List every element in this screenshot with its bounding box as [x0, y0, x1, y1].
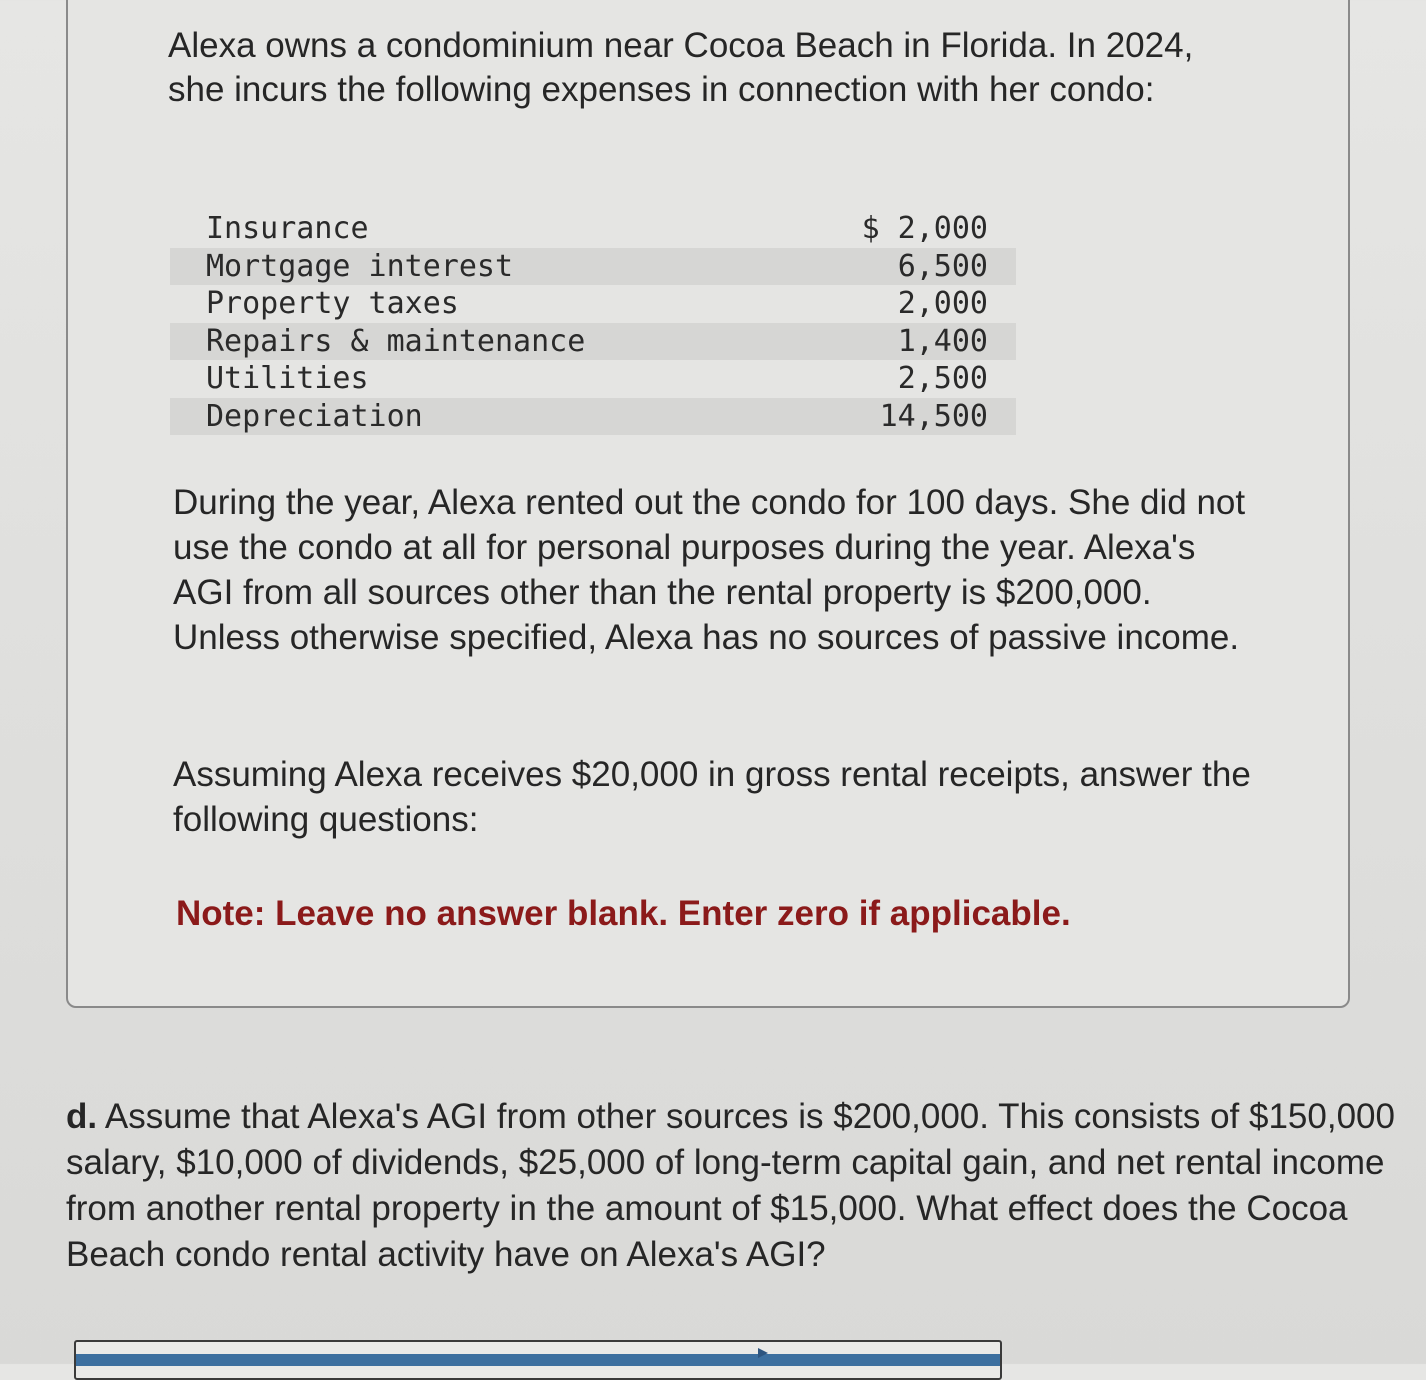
expense-label: Utilities — [206, 361, 369, 397]
expense-amount: 6,500 — [787, 248, 1016, 286]
expense-amount: 14,500 — [787, 398, 1016, 436]
dropdown-arrow-icon — [758, 1348, 768, 1358]
expense-table — [170, 210, 1016, 435]
expense-amount: $ 2,000 — [861, 211, 988, 247]
expense-amount: 2,000 — [897, 286, 988, 322]
table-row — [170, 285, 1016, 323]
table-row — [170, 323, 1016, 361]
note-text: Note: Leave no answer blank. Enter zero if applicable. — [176, 894, 1071, 933]
question-text: Assume that Alexa's AGI from other sources is $200,000. This consists of $150,000 salary, $10,000 of dividends, $25,000 of long-term capital gain, and net rental income from another rental property in the amount of $15,000. What effect does the Cocoa Beach condo rental activity have on Alexa's AGI? — [66, 1097, 1395, 1274]
rental-paragraph: During the year, Alexa rented out the condo for 100 days. She did not use the condo at all for personal purposes during the year. Alexa's AGI from all sources other than the rental property is $200,000. Unless otherwise specified, Alexa has no sources of passive income. — [173, 483, 1246, 657]
table-row — [170, 210, 1016, 248]
expense-label: Property taxes — [206, 286, 459, 322]
table-row — [170, 360, 1016, 398]
expense-label: Insurance — [206, 211, 369, 247]
answer-highlight-bar — [76, 1354, 1000, 1366]
expense-label: Depreciation — [170, 398, 787, 436]
assumption-paragraph: Assuming Alexa receives $20,000 in gross rental receipts, answer the following questions: — [173, 755, 1251, 839]
expense-label: Mortgage interest — [170, 248, 787, 286]
expense-amount: 2,500 — [897, 361, 988, 397]
table-row — [170, 248, 1016, 286]
table-row — [170, 398, 1016, 436]
answer-dropdown[interactable] — [74, 1340, 1002, 1380]
expense-amount: 1,400 — [787, 323, 1016, 361]
question-letter: d. — [66, 1097, 98, 1136]
question-d — [66, 1094, 1416, 1278]
expense-label: Repairs & maintenance — [170, 323, 787, 361]
problem-intro: Alexa owns a condominium near Cocoa Beach in Florida. In 2024, she incurs the following expenses in connection with her condo: — [168, 26, 1194, 109]
